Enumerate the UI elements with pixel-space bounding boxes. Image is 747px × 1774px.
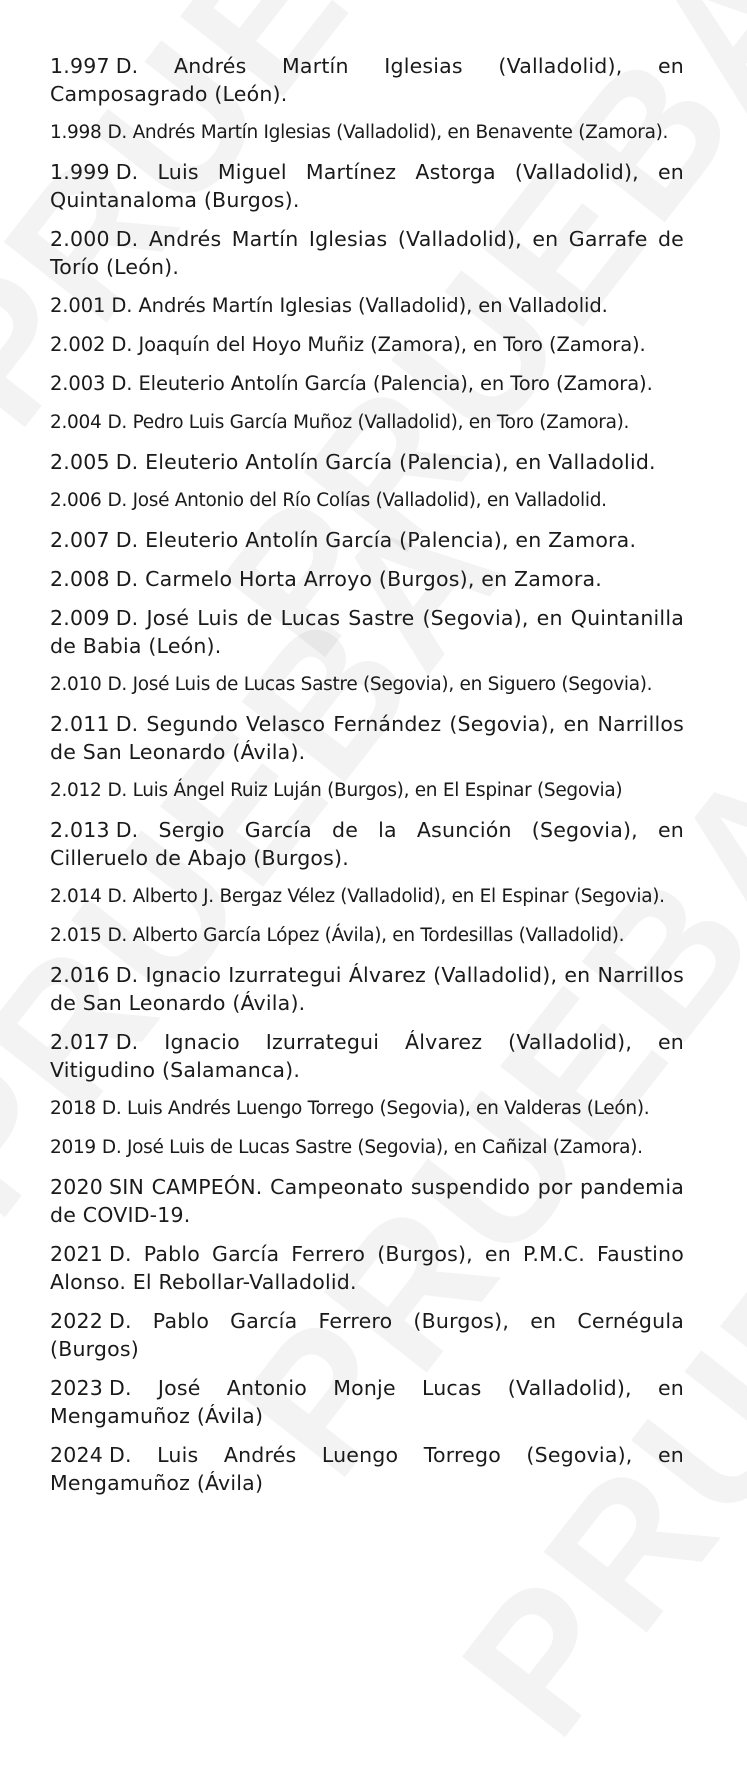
entry-text: D. José Antonio del Río Colías (Valladolid), en Valladolid.	[107, 490, 607, 511]
entry-text: D. Andrés Martín Iglesias (Valladolid), en Benavente (Zamora).	[107, 122, 669, 143]
entry-year: 2.016	[50, 963, 110, 987]
entry-text: D. Alberto García López (Ávila), en Tordesillas (Valladolid).	[107, 925, 625, 946]
champions-list	[50, 52, 684, 1508]
list-item	[50, 158, 684, 214]
entry-year: 2.006	[50, 490, 102, 511]
entry-text: D. Carmelo Horta Arroyo (Burgos), en Zamora.	[115, 567, 603, 591]
list-item	[50, 1240, 684, 1296]
list-item	[50, 331, 684, 359]
entry-year: 2.013	[50, 818, 110, 842]
entry-year: 2024	[50, 1443, 103, 1467]
entry-text: D. Andrés Martín Iglesias (Valladolid), en Garrafe de Torío (León).	[50, 227, 684, 279]
entry-text: D. Andrés Martín Iglesias (Valladolid), en Valladolid.	[111, 294, 608, 317]
list-item	[50, 292, 684, 320]
list-item	[50, 487, 684, 515]
entry-text: D. Luis Miguel Martínez Astorga (Valladolid), en Quintanaloma (Burgos).	[50, 160, 684, 212]
entry-text: D. Alberto J. Bergaz Vélez (Valladolid), en El Espinar (Segovia).	[107, 886, 665, 907]
entry-text: D. Segundo Velasco Fernández (Segovia), en Narrillos de San Leonardo (Ávila).	[50, 712, 684, 764]
list-item	[50, 225, 684, 281]
list-item	[50, 119, 684, 147]
entry-year: 2021	[50, 1242, 103, 1266]
entry-year: 2.010	[50, 674, 102, 695]
entry-year: 2.009	[50, 606, 110, 630]
entry-text: D. Pedro Luis García Muñoz (Valladolid), en Toro (Zamora).	[107, 412, 630, 433]
entry-text: D. Luis Andrés Luengo Torrego (Segovia), en Mengamuñoz (Ávila)	[50, 1443, 684, 1495]
list-item	[50, 1374, 684, 1430]
entry-year: 2.002	[50, 333, 106, 356]
list-item	[50, 1441, 684, 1497]
entry-year: 2023	[50, 1376, 103, 1400]
entry-year: 2.017	[50, 1030, 110, 1054]
entry-text: SIN CAMPEÓN. Campeonato suspendido por pandemia de COVID-19.	[50, 1175, 684, 1227]
entry-text: D. Joaquín del Hoyo Muñiz (Zamora), en Toro (Zamora).	[111, 333, 646, 356]
entry-year: 2.001	[50, 294, 106, 317]
entry-text: D. José Luis de Lucas Sastre (Segovia), en Cañizal (Zamora).	[101, 1137, 643, 1158]
entry-text: D. José Luis de Lucas Sastre (Segovia), en Quintanilla de Babia (León).	[50, 606, 684, 658]
list-item	[50, 448, 684, 476]
list-item	[50, 1307, 684, 1363]
entry-text: D. Ignacio Izurrategui Álvarez (Valladolid), en Vitigudino (Salamanca).	[50, 1030, 684, 1082]
entry-year: 2019	[50, 1137, 96, 1158]
list-item	[50, 1173, 684, 1229]
entry-year: 2022	[50, 1309, 103, 1333]
list-item	[50, 671, 684, 699]
entry-text: D. Ignacio Izurrategui Álvarez (Valladolid), en Narrillos de San Leonardo (Ávila).	[50, 963, 684, 1015]
entry-text: D. José Luis de Lucas Sastre (Segovia), en Siguero (Segovia).	[107, 674, 653, 695]
list-item	[50, 710, 684, 766]
entry-year: 2.000	[50, 227, 110, 251]
list-item	[50, 52, 684, 108]
list-item	[50, 922, 684, 950]
entry-text: D. Pablo García Ferrero (Burgos), en P.M.C. Faustino Alonso. El Rebollar-Valladolid.	[50, 1242, 684, 1294]
entry-year: 2.005	[50, 450, 110, 474]
list-item	[50, 883, 684, 911]
entry-year: 1.998	[50, 122, 102, 143]
list-item	[50, 604, 684, 660]
entry-year: 2018	[50, 1098, 96, 1119]
entry-text: D. Eleuterio Antolín García (Palencia), en Zamora.	[115, 528, 637, 552]
list-item	[50, 370, 684, 398]
entry-year: 2.003	[50, 372, 106, 395]
entry-year: 2.015	[50, 925, 102, 946]
list-item	[50, 1134, 684, 1162]
entry-text: D. Pablo García Ferrero (Burgos), en Cernégula (Burgos)	[50, 1309, 684, 1361]
list-item	[50, 526, 684, 554]
entry-text: D. Eleuterio Antolín García (Palencia), en Toro (Zamora).	[111, 372, 653, 395]
entry-text: D. Luis Andrés Luengo Torrego (Segovia), en Valderas (León).	[101, 1098, 650, 1119]
entry-text: D. Andrés Martín Iglesias (Valladolid), en Camposagrado (León).	[50, 54, 684, 106]
list-item	[50, 777, 684, 805]
list-item	[50, 1028, 684, 1084]
entry-year: 1.999	[50, 160, 110, 184]
entry-year: 2.007	[50, 528, 110, 552]
list-item	[50, 816, 684, 872]
entry-year: 2020	[50, 1175, 103, 1199]
list-item	[50, 1095, 684, 1123]
entry-year: 2.012	[50, 780, 102, 801]
entry-year: 2.004	[50, 412, 102, 433]
entry-year: 2.014	[50, 886, 102, 907]
entry-text: D. Eleuterio Antolín García (Palencia), en Valladolid.	[115, 450, 656, 474]
list-item	[50, 961, 684, 1017]
entry-year: 2.011	[50, 712, 110, 736]
entry-year: 2.008	[50, 567, 110, 591]
entry-text: D. Sergio García de la Asunción (Segovia), en Cilleruelo de Abajo (Burgos).	[50, 818, 684, 870]
list-item	[50, 565, 684, 593]
entry-text: D. José Antonio Monje Lucas (Valladolid), en Mengamuñoz (Ávila)	[50, 1376, 684, 1428]
entry-text: D. Luis Ángel Ruiz Luján (Burgos), en El Espinar (Segovia)	[107, 780, 623, 801]
list-item	[50, 409, 684, 437]
entry-year: 1.997	[50, 54, 110, 78]
